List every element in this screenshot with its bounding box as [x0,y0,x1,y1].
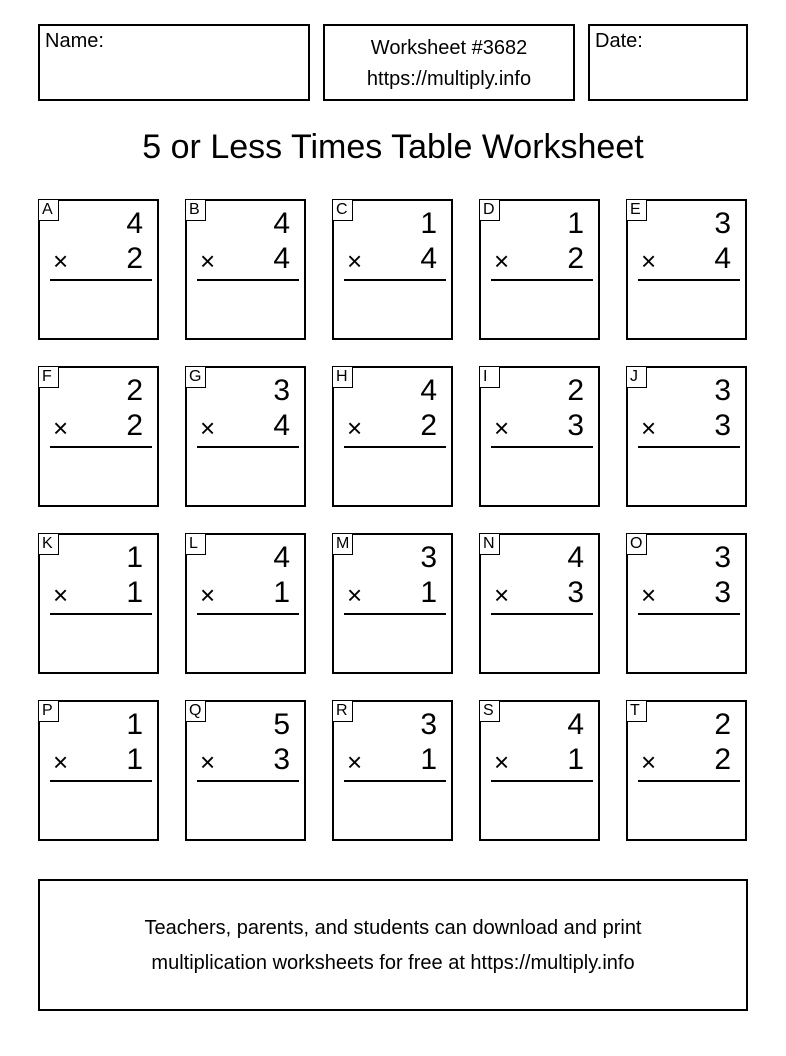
answer-line [491,613,593,615]
problem-cell[interactable] [185,533,306,674]
answer-line [344,780,446,782]
times-sign: × [200,246,216,276]
problem-letter: K [38,533,59,555]
times-sign: × [347,413,363,443]
problem-cell[interactable] [626,533,747,674]
multiplicand: 4 [567,708,584,741]
answer-line [491,446,593,448]
times-sign: × [494,413,510,443]
times-sign: × [53,413,69,443]
problem-cell[interactable] [332,533,453,674]
problem-cell[interactable] [626,700,747,841]
times-sign: × [641,747,657,777]
multiplier: 1 [273,576,290,609]
multiplicand: 3 [714,207,731,240]
problem-letter: H [332,366,353,388]
date-label: Date: [595,30,643,52]
times-sign: × [53,747,69,777]
multiplier: 3 [714,576,731,609]
multiplicand: 4 [126,207,143,240]
multiplicand: 3 [273,374,290,407]
multiplicand: 4 [273,207,290,240]
times-sign: × [53,246,69,276]
multiplicand: 1 [126,541,143,574]
problem-cell[interactable] [479,199,600,340]
multiplicand: 3 [420,708,437,741]
multiplicand: 4 [420,374,437,407]
multiplier: 1 [420,743,437,776]
multiplicand: 2 [126,374,143,407]
answer-line [344,279,446,281]
multiplier: 4 [273,409,290,442]
problem-letter: N [479,533,500,555]
multiplicand: 1 [420,207,437,240]
problem-letter: S [479,700,500,722]
problem-letter: R [332,700,353,722]
multiplicand: 3 [714,374,731,407]
answer-line [638,279,740,281]
multiplicand: 1 [126,708,143,741]
page-title: 5 or Less Times Table Worksheet [142,128,644,166]
times-sign: × [53,580,69,610]
times-sign: × [494,580,510,610]
multiplier: 4 [273,242,290,275]
multiplicand: 3 [420,541,437,574]
answer-line [638,780,740,782]
date-field-box[interactable] [588,24,748,101]
problem-letter: J [626,366,647,388]
problem-letter: F [38,366,59,388]
multiplier: 1 [420,576,437,609]
multiplier: 2 [126,242,143,275]
multiplicand: 1 [567,207,584,240]
multiplier: 2 [567,242,584,275]
multiplicand: 5 [273,708,290,741]
multiplicand: 4 [273,541,290,574]
multiplier: 2 [714,743,731,776]
problem-cell[interactable] [626,366,747,507]
answer-line [197,446,299,448]
problem-cell[interactable] [185,199,306,340]
multiplicand: 3 [714,541,731,574]
problem-letter: Q [185,700,206,722]
problem-cell[interactable] [185,700,306,841]
problem-letter: M [332,533,353,555]
worksheet-number: Worksheet #3682 [370,37,528,59]
multiplier: 4 [714,242,731,275]
problem-cell[interactable] [479,533,600,674]
multiplier: 3 [567,409,584,442]
times-sign: × [494,246,510,276]
answer-line [50,279,152,281]
answer-line [197,613,299,615]
multiplier: 3 [714,409,731,442]
times-sign: × [347,246,363,276]
problem-letter: C [332,199,353,221]
multiplier: 1 [126,743,143,776]
times-sign: × [641,246,657,276]
multiplier: 2 [420,409,437,442]
worksheet-info-box [323,24,575,101]
answer-line [491,279,593,281]
multiplicand: 2 [714,708,731,741]
times-sign: × [200,580,216,610]
problem-letter: T [626,700,647,722]
times-sign: × [641,413,657,443]
answer-line [491,780,593,782]
answer-line [638,613,740,615]
name-label: Name: [45,30,104,52]
multiplier: 3 [273,743,290,776]
multiplier: 1 [567,743,584,776]
multiplicand: 2 [567,374,584,407]
problem-cell[interactable] [38,533,159,674]
answer-line [50,613,152,615]
problem-cell[interactable] [185,366,306,507]
multiplicand: 4 [567,541,584,574]
problem-letter: P [38,700,59,722]
problem-letter: A [38,199,59,221]
footer-line-1: Teachers, parents, and students can download and print [144,917,642,939]
answer-line [344,613,446,615]
problem-letter: D [479,199,500,221]
name-field-box[interactable] [38,24,310,101]
problem-cell[interactable] [38,199,159,340]
problem-letter: G [185,366,206,388]
times-sign: × [347,580,363,610]
problem-cell[interactable] [479,700,600,841]
problem-letter: O [626,533,647,555]
problem-letter: E [626,199,647,221]
times-sign: × [200,413,216,443]
problem-cell[interactable] [332,199,453,340]
answer-line [197,279,299,281]
problem-letter: L [185,533,206,555]
times-sign: × [347,747,363,777]
footer-line-2: multiplication worksheets for free at https://multiply.info [151,952,635,974]
answer-line [197,780,299,782]
problem-cell[interactable] [38,366,159,507]
answer-line [344,446,446,448]
multiplier: 1 [126,576,143,609]
times-sign: × [494,747,510,777]
problem-letter: B [185,199,206,221]
multiplier: 4 [420,242,437,275]
problem-cell[interactable] [332,700,453,841]
answer-line [50,780,152,782]
times-sign: × [641,580,657,610]
answer-line [50,446,152,448]
problem-cell[interactable] [38,700,159,841]
multiplier: 3 [567,576,584,609]
problem-cell[interactable] [479,366,600,507]
problem-letter: I [479,366,500,388]
answer-line [638,446,740,448]
times-sign: × [200,747,216,777]
problem-cell[interactable] [626,199,747,340]
problem-cell[interactable] [332,366,453,507]
footer-note-box [38,879,748,1011]
multiplier: 2 [126,409,143,442]
worksheet-url[interactable]: https://multiply.info [366,68,532,90]
